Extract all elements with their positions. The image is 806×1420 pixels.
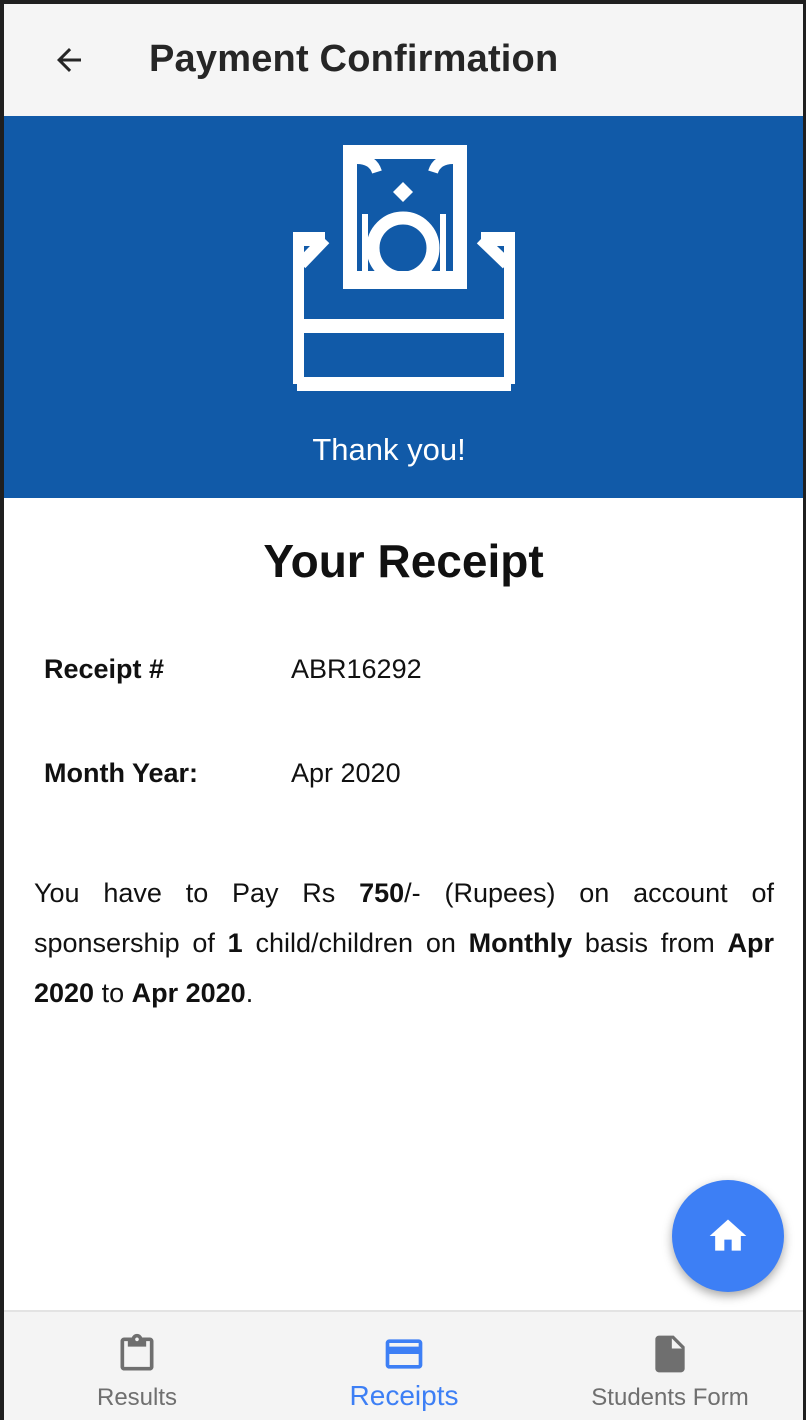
home-button[interactable] xyxy=(672,1180,784,1292)
clipboard-icon xyxy=(115,1332,159,1376)
app-bar xyxy=(4,4,803,116)
nav-receipts-label: Receipts xyxy=(349,1380,459,1411)
document-icon xyxy=(648,1332,692,1376)
receipt-number-value: ABR16292 xyxy=(291,654,422,684)
arrow-back-icon xyxy=(51,42,87,78)
back-button[interactable] xyxy=(44,34,94,86)
receipt-title: Your Receipt xyxy=(263,535,544,587)
frequency: Monthly xyxy=(468,928,573,958)
nav-students-form[interactable] xyxy=(550,1312,790,1420)
month-year-label: Month Year: xyxy=(44,758,199,788)
thank-you-message: Thank you! xyxy=(312,432,466,467)
nav-students-form-label: Students Form xyxy=(591,1384,749,1411)
cash-deposit-icon xyxy=(293,144,515,394)
home-icon xyxy=(706,1214,750,1258)
credit-card-icon xyxy=(382,1332,426,1376)
hero-banner xyxy=(4,116,803,498)
from-date: Apr 2020 xyxy=(34,928,775,1008)
to-date: Apr 2020 xyxy=(131,978,246,1008)
page-title: Payment Confirmation xyxy=(149,38,559,80)
nav-receipts[interactable] xyxy=(284,1312,524,1420)
nav-results-label: Results xyxy=(96,1384,178,1411)
children-count: 1 xyxy=(227,928,243,958)
bottom-navigation xyxy=(4,1310,803,1420)
receipt-number-label: Receipt # xyxy=(44,654,165,684)
payment-message: You have to Pay Rs 750/- (Rupees) on account of sponsership of 1 child/children on Monthly basis from Apr 2020 to Apr 2020. xyxy=(34,878,775,1008)
nav-results[interactable] xyxy=(17,1312,257,1420)
amount: 750 xyxy=(359,878,405,908)
month-year-value: Apr 2020 xyxy=(291,758,401,788)
